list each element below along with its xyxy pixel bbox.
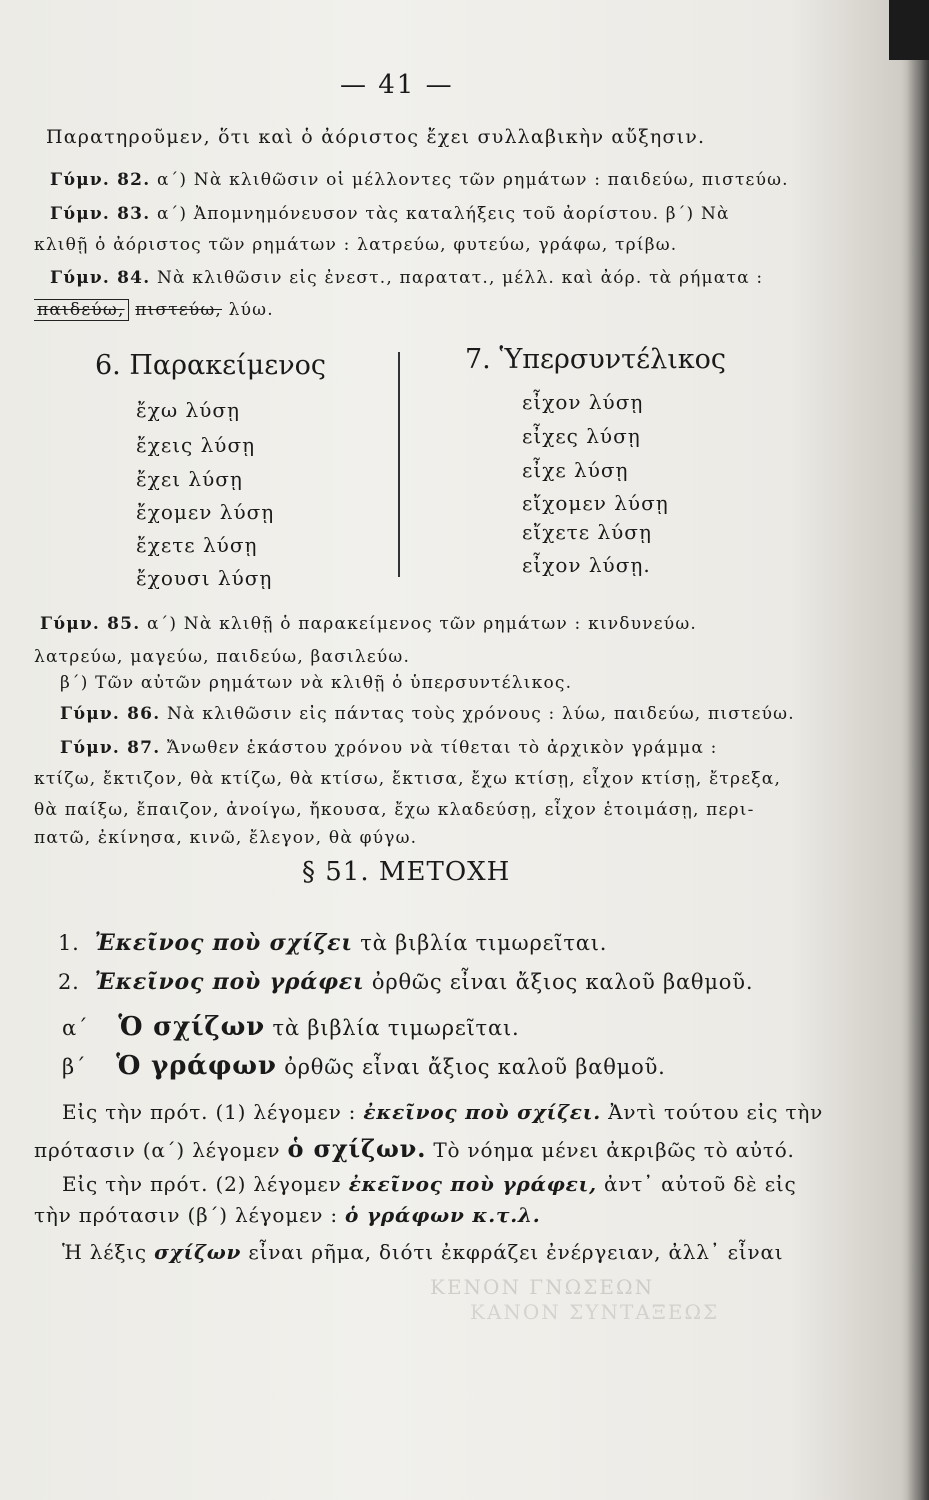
exercise-86 xyxy=(60,704,795,724)
page-corner-shadow xyxy=(889,0,929,60)
exercise-85-text: α΄) Νὰ κλιθῇ ὁ παρακείμενος τῶν ρημάτων : κινδυνεύω. xyxy=(146,614,697,634)
exercise-87-line-2: κτίζω, ἔκτιζον, θὰ κτίζω, θὰ κτίσω, ἔκτισα, ἔχω κτίσῃ, εἶχον κτίσῃ, ἔτρεξα, xyxy=(34,769,782,789)
example-a-num: α΄ xyxy=(62,1016,89,1040)
example-a-bold: Ὁ σχίζων xyxy=(118,1012,265,1042)
pluperfect-form-3: εἶχε λύσῃ xyxy=(522,458,629,482)
exercise-84 xyxy=(50,268,763,288)
exercise-86-text: Νὰ κλιθῶσιν εἰς πάντας τοὺς χρόνους : λύω, παιδεύω, πιστεύω. xyxy=(166,704,795,724)
word-pisteuo: πιστεύω, xyxy=(135,300,223,320)
paragraph-line-2 xyxy=(34,1134,795,1163)
exercise-84-text: Νὰ κλιθῶσιν εἰς ἐνεστ., παρατατ., μέλλ. καὶ ἀόρ. τὰ ρήματα : xyxy=(156,268,764,288)
perfect-form-6: ἔχουσι λύσῃ xyxy=(136,566,273,590)
pluperfect-form-1: εἶχον λύσῃ xyxy=(522,390,644,414)
page-number: — 41 — xyxy=(340,70,454,100)
example-2-rest: ὀρθῶς εἶναι ἄξιος καλοῦ βαθμοῦ. xyxy=(371,970,754,994)
p1-text-a: Εἰς τὴν πρότ. (1) λέγομεν : xyxy=(62,1100,357,1124)
pluperfect-form-2: εἶχες λύσῃ xyxy=(522,424,641,448)
bleed-through-1: ΚΕΝΟΝ ΓΝΩΣΕΩΝ xyxy=(430,1275,655,1299)
example-2-num: 2. xyxy=(58,970,80,994)
exercise-83-label: Γύμν. 83. xyxy=(50,204,151,224)
exercise-85-cont: λατρεύω, μαγεύω, παιδεύω, βασιλεύω. xyxy=(34,647,411,667)
p4-bold: ὁ γράφων κ.τ.λ. xyxy=(345,1203,541,1227)
perfect-form-5: ἔχετε λύσῃ xyxy=(136,533,258,557)
exercise-83-text: α΄) Ἀπομνημόνευσον τὰς καταλήξεις τοῦ ἀορίστου. β΄) Νὰ xyxy=(156,204,730,224)
exercise-87 xyxy=(60,738,718,758)
pluperfect-form-6: εἶχον λύσῃ. xyxy=(522,553,651,577)
exercise-82-label: Γύμν. 82. xyxy=(50,170,151,190)
exercise-82-text: α΄) Νὰ κλιθῶσιν οἱ μέλλοντες τῶν ρημάτων : παιδεύω, πιστεύω. xyxy=(156,170,789,190)
p1-bold: ἐκεῖνος ποὺ σχίζει. xyxy=(363,1100,601,1124)
example-b-num: β΄ xyxy=(62,1055,87,1079)
p3-text-a: Εἰς τὴν πρότ. (2) λέγομεν xyxy=(62,1172,342,1196)
exercise-85-b: β΄) Τῶν αὐτῶν ρημάτων νὰ κλιθῇ ὁ ὑπερσυντέλικος. xyxy=(60,673,573,693)
word-paideuo: παιδεύω, xyxy=(34,299,129,321)
exercise-82 xyxy=(50,170,789,190)
exercise-86-label: Γύμν. 86. xyxy=(60,704,161,724)
exercise-87-label: Γύμν. 87. xyxy=(60,738,161,758)
exercise-87-line-4: πατῶ, ἐκίνησα, κινῶ, ἔλεγον, θὰ φύγω. xyxy=(34,828,418,848)
intro-line: Παρατηροῦμεν, ὅτι καὶ ὁ ἀόριστος ἔχει συλλαβικὴν αὔξησιν. xyxy=(46,126,706,148)
paragraph-line-5 xyxy=(62,1240,783,1264)
example-b-bold: Ὁ γράφων xyxy=(116,1051,277,1081)
perfect-form-2: ἔχεις λύσῃ xyxy=(136,433,256,457)
p3-bold: ἐκεῖνος ποὺ γράφει, xyxy=(348,1172,597,1196)
exercise-84-label: Γύμν. 84. xyxy=(50,268,151,288)
bleed-through-2: ΚΑΝΟΝ ΣΥΝΤΑΞΕΩΣ xyxy=(470,1300,720,1324)
p1-text-c: Ἀντὶ τούτου εἰς τὴν xyxy=(608,1100,824,1124)
pluperfect-form-5: εἴχετε λύσῃ xyxy=(522,520,652,544)
example-a-rest: τὰ βιβλία τιμωρεῖται. xyxy=(272,1016,520,1040)
example-1 xyxy=(58,930,607,956)
p5-text-a: Ἡ λέξις xyxy=(62,1240,147,1264)
example-1-num: 1. xyxy=(58,931,80,955)
p5-text-c: εἶναι ρῆμα, διότι ἐκφράζει ἐνέργειαν, ἀλλ᾽ εἶναι xyxy=(248,1240,784,1264)
exercise-87-line-3: θὰ παίξω, ἔπαιζον, ἀνοίγω, ἤκουσα, ἔχω κλαδεύσῃ, εἶχον ἑτοιμάσῃ, περι- xyxy=(34,800,755,820)
p2-bold: ὁ σχίζων. xyxy=(287,1134,427,1163)
exercise-83-cont: κλιθῇ ὁ ἀόριστος τῶν ρημάτων : λατρεύω, φυτεύω, γράφω, τρίβω. xyxy=(34,235,678,255)
example-b-rest: ὀρθῶς εἶναι ἄξιος καλοῦ βαθμοῦ. xyxy=(284,1055,666,1079)
example-a xyxy=(62,1012,519,1042)
pluperfect-title: 7. Ὑπερσυντέλικος xyxy=(465,344,727,375)
section-heading: § 51. ΜΕΤΟΧΗ xyxy=(302,857,511,887)
perfect-form-1: ἔχω λύσῃ xyxy=(136,398,240,422)
perfect-form-4: ἔχομεν λύσῃ xyxy=(136,500,275,524)
pluperfect-form-4: εἴχομεν λύσῃ xyxy=(522,491,669,515)
exercise-85-label: Γύμν. 85. xyxy=(40,614,141,634)
column-divider xyxy=(398,352,400,577)
example-1-rest: τὰ βιβλία τιμωρεῖται. xyxy=(360,931,608,955)
exercise-87-text: Ἄνωθεν ἑκάστου χρόνου νὰ τίθεται τὸ ἀρχικὸν γράμμα : xyxy=(166,738,718,758)
exercise-85 xyxy=(40,614,697,634)
exercise-83 xyxy=(50,204,730,224)
p3-text-c: ἀντ᾽ αὐτοῦ δὲ εἰς xyxy=(604,1172,797,1196)
paragraph-line-1 xyxy=(62,1100,823,1124)
example-2-bold: Ἐκεῖνος ποὺ γράφει xyxy=(94,969,365,995)
word-luo: λύω. xyxy=(228,300,274,320)
example-2 xyxy=(58,969,753,995)
paragraph-line-4 xyxy=(34,1203,541,1227)
paragraph-line-3 xyxy=(62,1172,797,1196)
example-b xyxy=(62,1051,666,1081)
example-1-bold: Ἐκεῖνος ποὺ σχίζει xyxy=(94,930,353,956)
p4-text-a: τὴν πρότασιν (β΄) λέγομεν : xyxy=(34,1203,338,1227)
perfect-title: 6. Παρακείμενος xyxy=(95,350,327,381)
p2-text-c: Τὸ νόημα μένει ἀκριβῶς τὸ αὐτό. xyxy=(433,1138,795,1162)
page-edge-shadow xyxy=(907,0,929,1500)
perfect-form-3: ἔχει λύσῃ xyxy=(136,467,243,491)
p5-bold: σχίζων xyxy=(154,1240,242,1264)
exercise-84-words xyxy=(34,300,274,320)
p2-text-a: πρότασιν (α΄) λέγομεν xyxy=(34,1138,281,1162)
